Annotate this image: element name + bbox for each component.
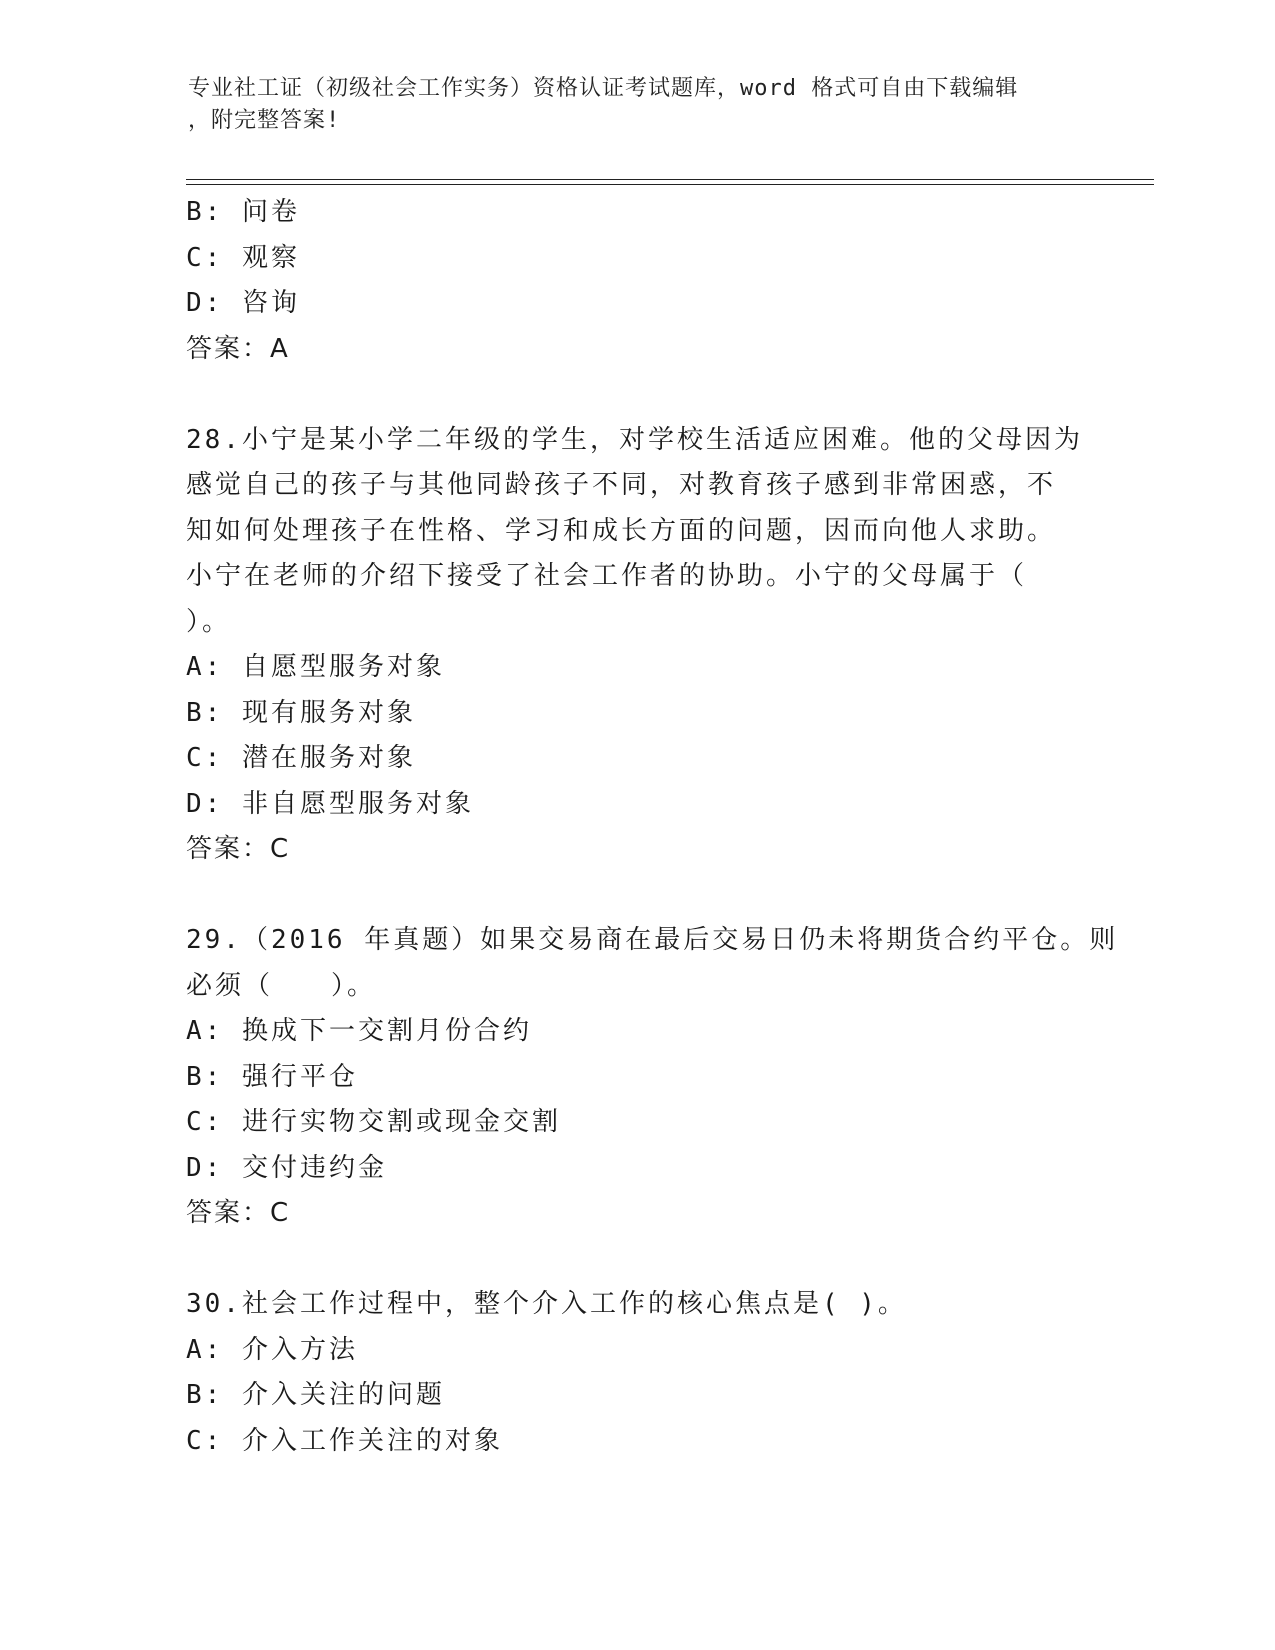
q30-option-b: B: 介入关注的问题 [186, 1380, 445, 1410]
header-rule-bottom [186, 184, 1154, 185]
q29-option-d: D: 交付违约金 [186, 1152, 387, 1183]
q28-option-b: B: 现有服务对象 [186, 697, 416, 728]
question-28 [186, 418, 1086, 873]
q29-option-a: A: 换成下一交割月份合约 [186, 1016, 532, 1046]
q29-answer: 答案：C [186, 1198, 291, 1228]
q28-stem-line-4: 小宁在老师的介绍下接受了社会工作者的协助。小宁的父母属于（ [186, 561, 1028, 591]
document-header [188, 73, 1088, 137]
q27-option-d: D: 咨询 [186, 288, 300, 318]
spacer [186, 1237, 1086, 1283]
q28-option-a: A: 自愿型服务对象 [186, 652, 445, 682]
question-27 [186, 190, 1086, 372]
question-content [186, 190, 1119, 1464]
q28-stem-line-2: 感觉自己的孩子与其他同龄孩子不同，对教育孩子感到非常困惑，不 [186, 470, 1057, 500]
header-line-1: 专业社工证（初级社会工作实务）资格认证考试题库，word 格式可自由下载编辑 [188, 76, 1019, 101]
q30-stem-line-1: 30.社会工作过程中，整个介入工作的核心焦点是( )。 [186, 1289, 907, 1319]
q27-option-c: C: 观察 [186, 242, 300, 273]
q30-option-c: C: 介入工作关注的对象 [186, 1425, 503, 1456]
header-line-2: ，附完整答案! [188, 108, 341, 133]
q29-option-c: C: 进行实物交割或现金交割 [186, 1107, 561, 1137]
header-rule-top [186, 179, 1154, 180]
q27-answer: 答案：A [186, 333, 290, 364]
q28-option-d: D: 非自愿型服务对象 [186, 788, 474, 819]
q29-stem-line-1: 29.（2016 年真题）如果交易商在最后交易日仍未将期货合约平仓。则 [186, 925, 1119, 955]
q28-stem-line-3: 知如何处理孩子在性格、学习和成长方面的问题，因而向他人求助。 [186, 515, 1057, 546]
q28-stem-line-5: ）。 [186, 606, 232, 637]
q29-stem-line-2: 必须（ ）。 [186, 970, 377, 1001]
spacer [186, 372, 1086, 418]
q30-option-a: A: 介入方法 [186, 1334, 358, 1365]
q29-option-b: B: 强行平仓 [186, 1061, 358, 1092]
q28-stem-line-1: 28.小宁是某小学二年级的学生，对学校生活适应困难。他的父母因为 [186, 424, 1083, 455]
q27-option-b: B: 问卷 [186, 197, 300, 227]
question-30 [186, 1282, 1086, 1464]
q28-answer: 答案：C [186, 834, 291, 864]
question-29 [186, 918, 1119, 1237]
spacer [186, 873, 1086, 919]
q28-option-c: C: 潜在服务对象 [186, 743, 416, 773]
